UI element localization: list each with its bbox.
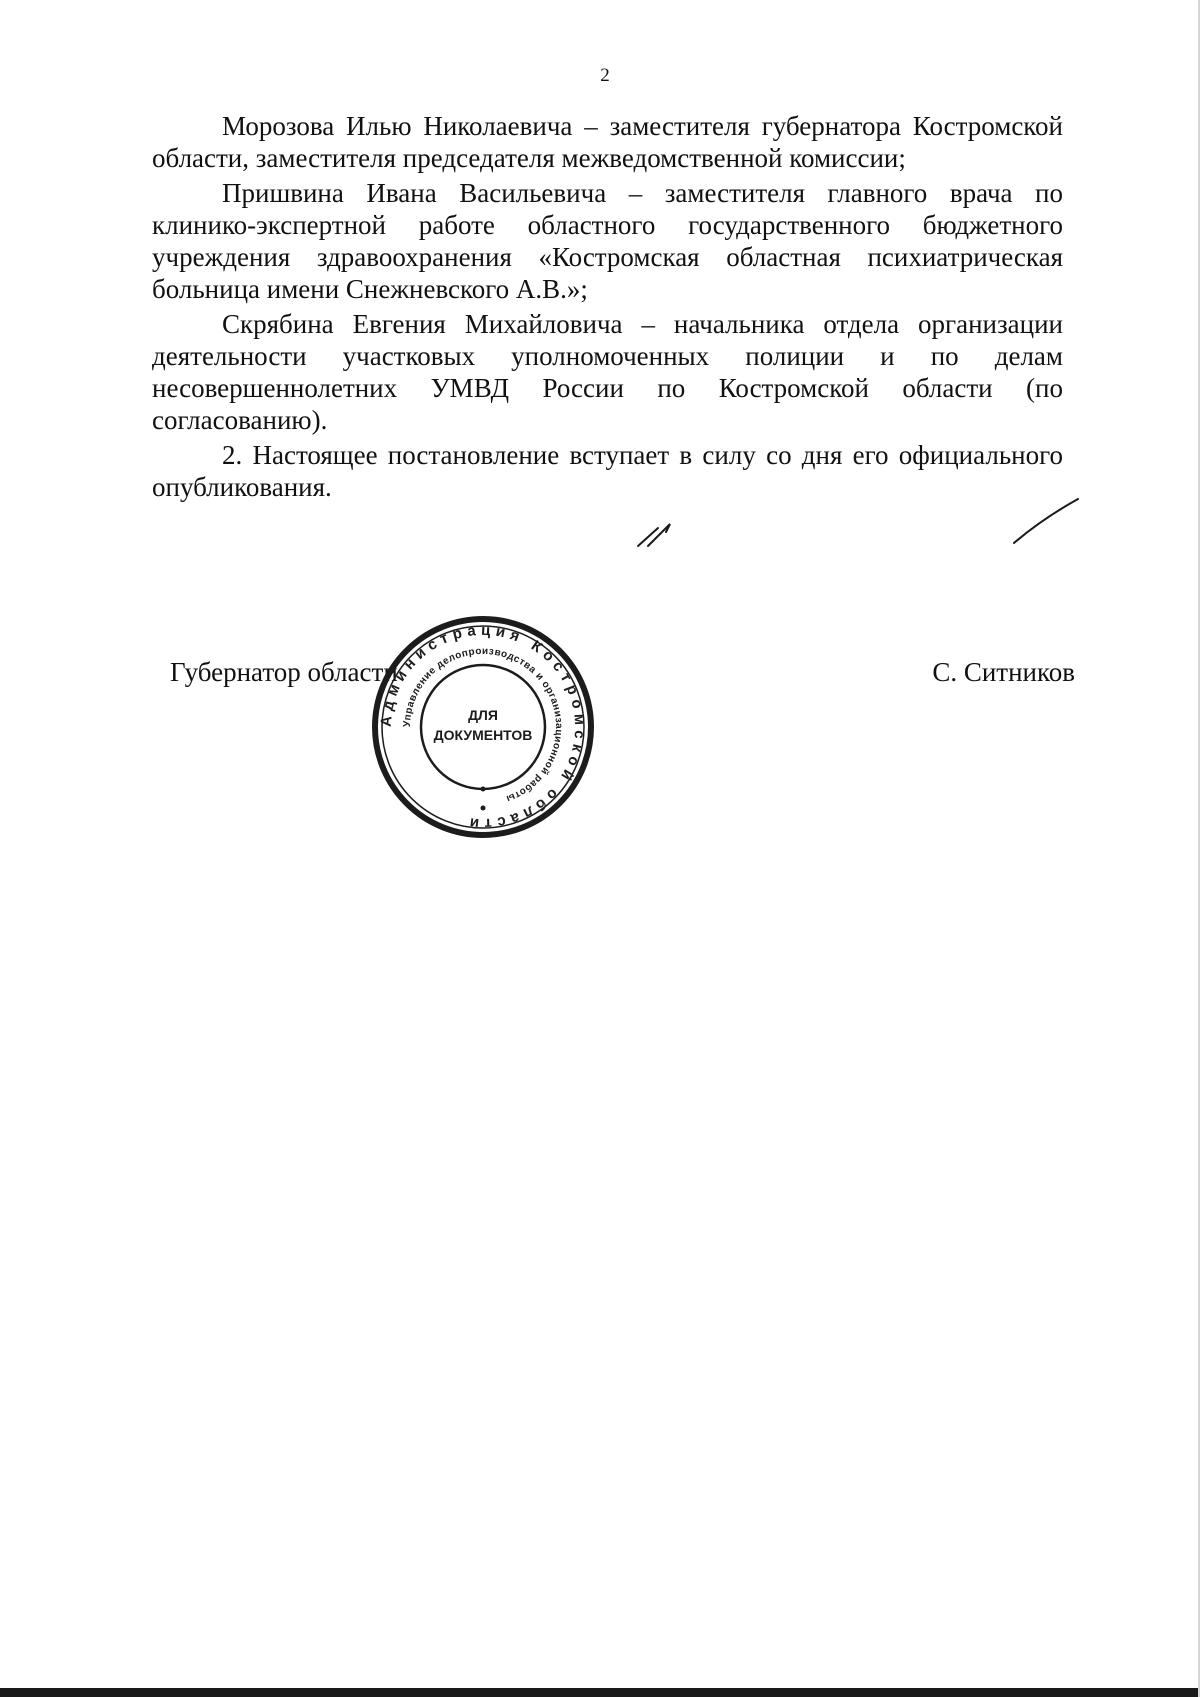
- page-number: 2: [600, 65, 610, 86]
- paragraph-effective-date: 2. Настоящее постановление вступает в силу со дня его официального опубликования.: [152, 440, 1063, 502]
- seal-stamp-icon: [368, 612, 598, 842]
- signatory-name: С. Ситников: [932, 657, 1075, 687]
- pen-mark-icon: [1012, 497, 1080, 545]
- seal-center-line-1: ДЛЯ: [468, 707, 498, 723]
- official-seal: [368, 612, 598, 842]
- seal-center-line-2: ДОКУМЕНТОВ: [433, 727, 533, 743]
- seal-outer-text: Администрация Костромской области: [377, 621, 589, 833]
- scan-edge: [0, 1688, 1200, 1697]
- svg-text:Управление делопроизводства и: [402, 646, 564, 804]
- seal-inner-text: Управление делопроизводства и организационной работы: [401, 645, 565, 805]
- paragraph-morozov: Морозова Илью Николаевича – заместителя губернатора Костромской области, заместителя председателя межведомственной комиссии;: [152, 111, 1063, 173]
- signature-position: Губернатор области: [170, 657, 398, 687]
- document-body: [152, 110, 1063, 506]
- paragraph-skryabin: Скрябина Евгения Михайловича – начальника отдела организации деятельности участковых уполномоченных полиции и по делам несовершеннолетних УМВД России по Костромской области (по согласованию).: [152, 309, 1063, 435]
- pen-mark-icon: [636, 520, 684, 548]
- paragraph-prishvin: Пришвина Ивана Васильевича – заместителя главного врача по клинико-экспертной работе областного государственного бюджетного учреждения здравоохранения «Костромская областная психиатрическая больница имени Снежневского А.В.»;: [152, 178, 1063, 304]
